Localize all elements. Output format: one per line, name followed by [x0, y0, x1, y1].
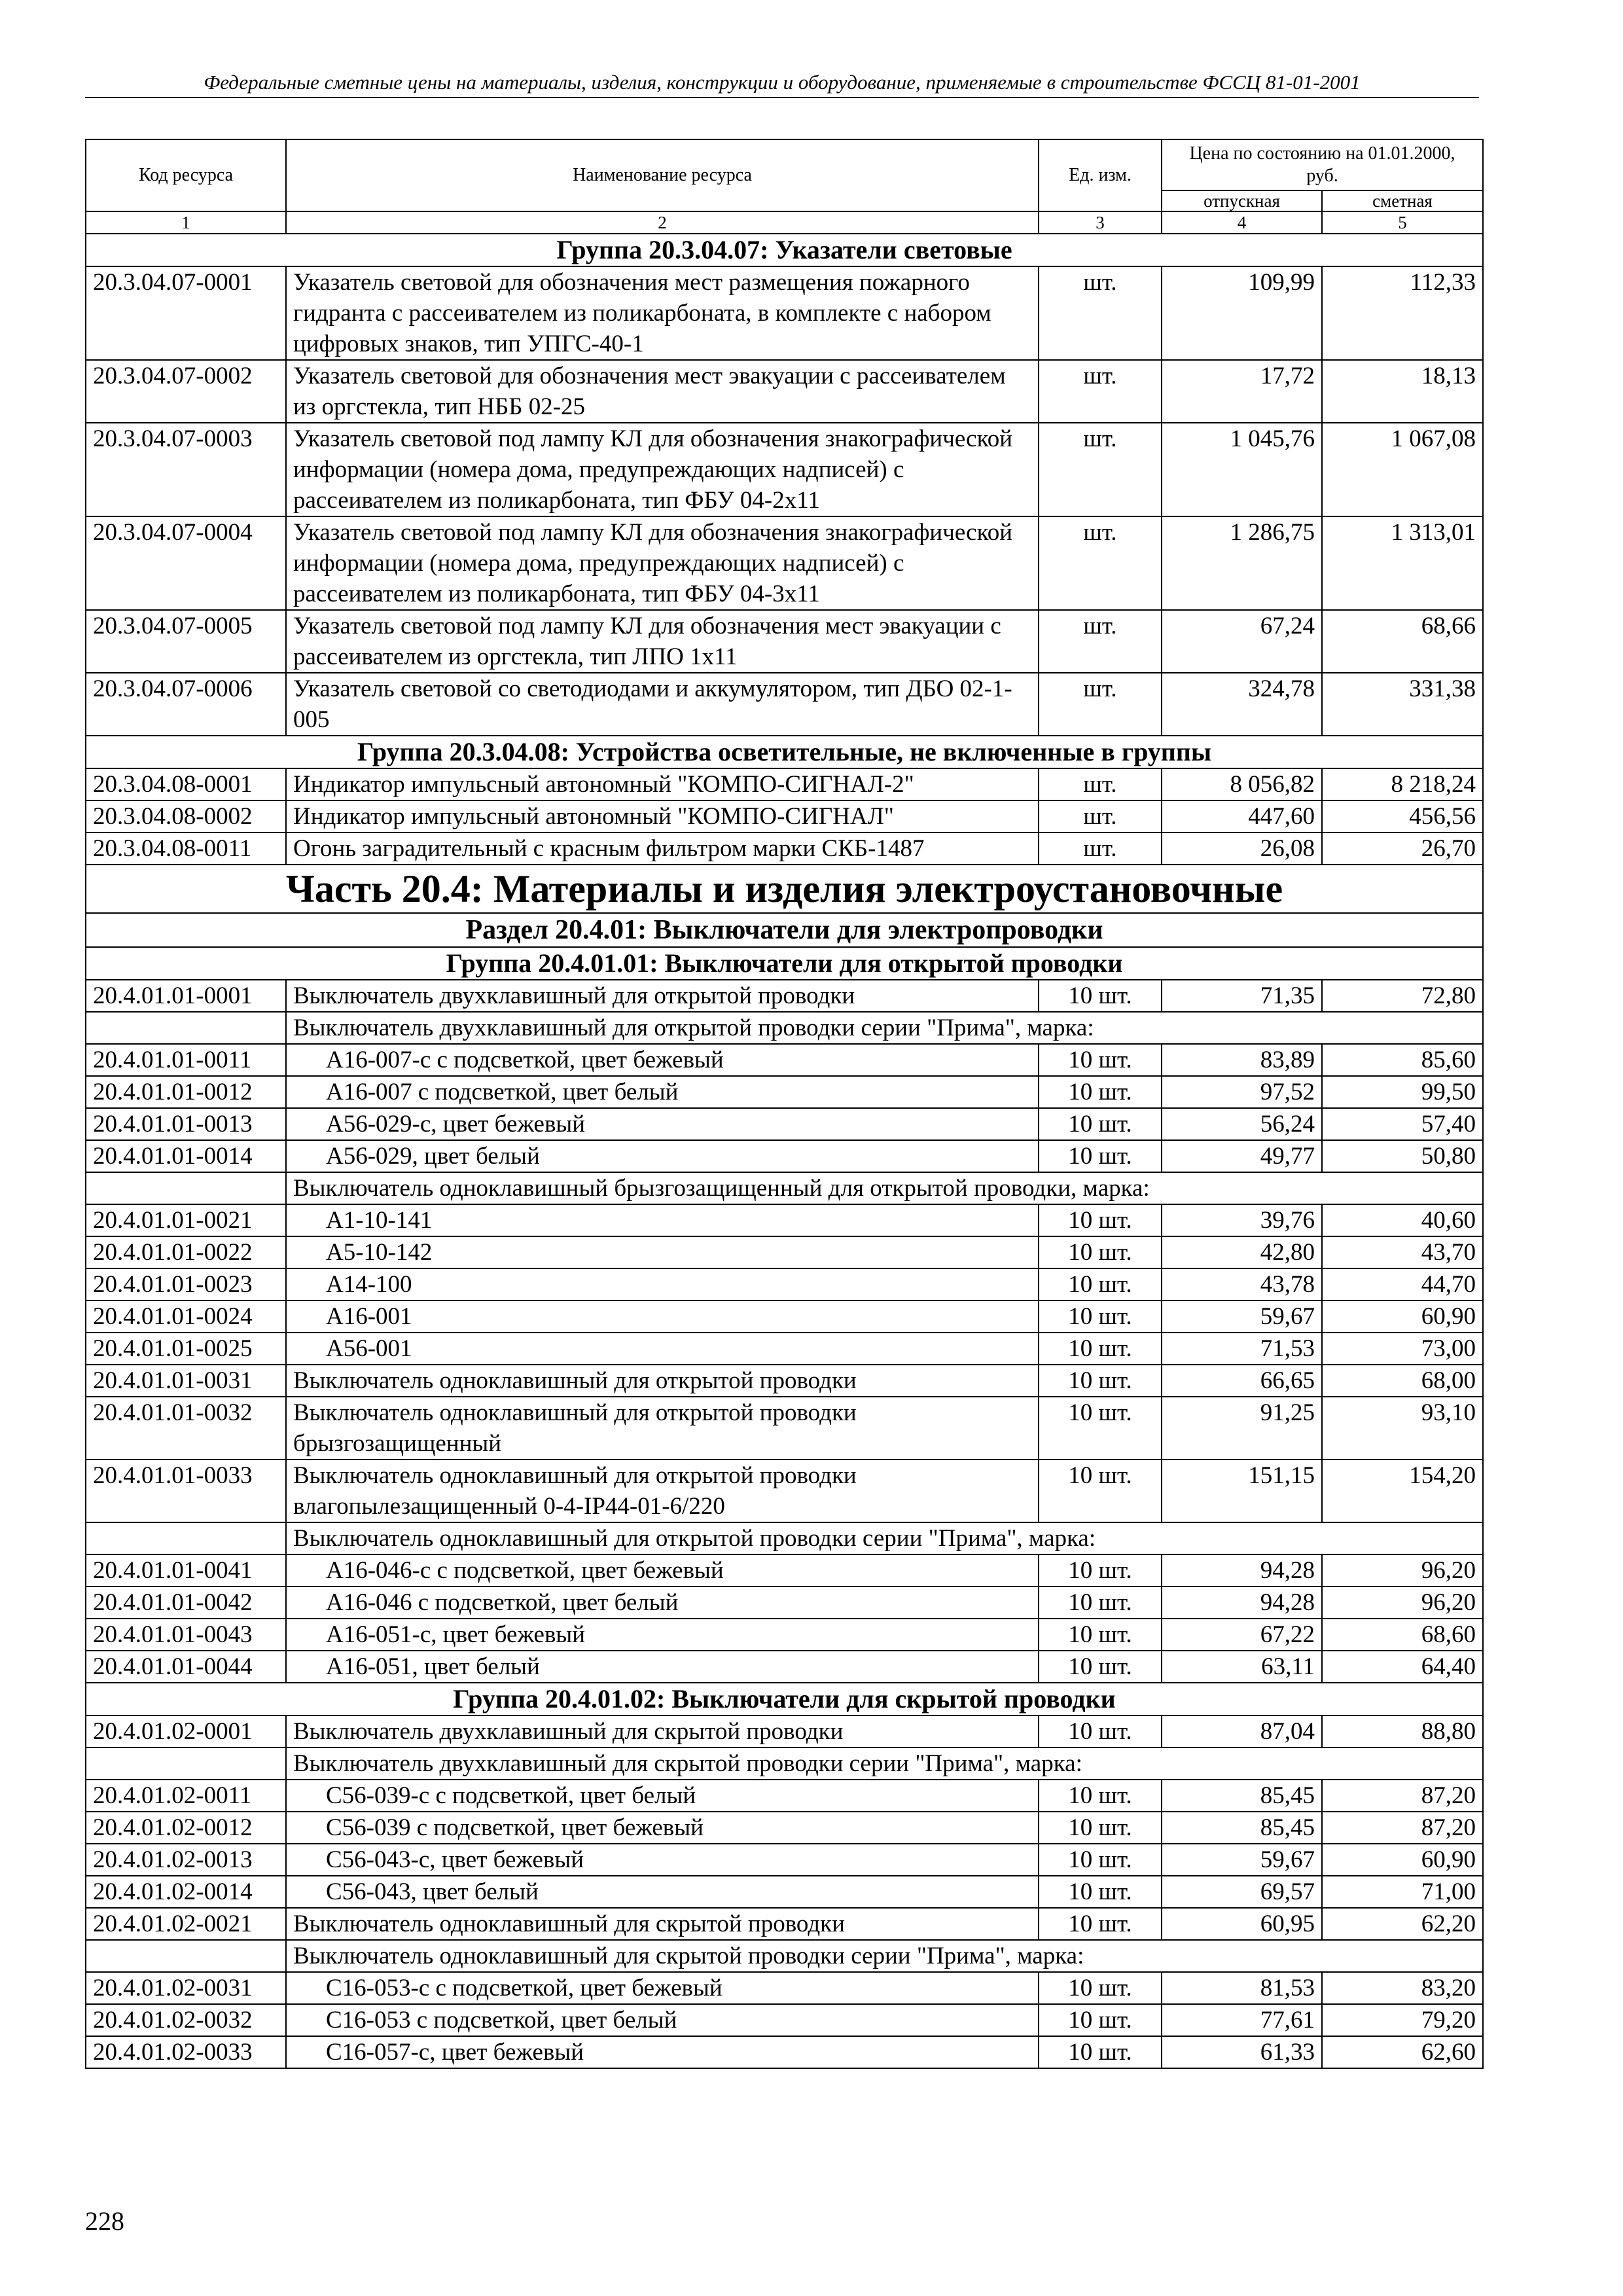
unit-of-measure: 10 шт.	[1039, 1587, 1162, 1619]
col-header-name: Наименование ресурса	[286, 139, 1039, 211]
release-price: 87,04	[1162, 1715, 1322, 1748]
resource-name: А56-001	[286, 1333, 1039, 1365]
release-price: 77,61	[1162, 2004, 1322, 2036]
resource-name: А16-051, цвет белый	[286, 1651, 1039, 1683]
running-header: Федеральные сметные цены на материалы, изделия, конструкции и оборудование, применяемые в строительстве ФССЦ 81-01-2001	[85, 71, 1479, 98]
release-price: 42,80	[1162, 1236, 1322, 1268]
unit-of-measure: шт.	[1039, 360, 1162, 423]
release-price: 151,15	[1162, 1460, 1322, 1522]
subgroup-caption-row	[86, 1522, 1483, 1554]
unit-of-measure: 10 шт.	[1039, 1812, 1162, 1844]
resource-code: 20.3.04.07-0001	[86, 266, 286, 360]
release-price: 63,11	[1162, 1651, 1322, 1683]
release-price: 71,35	[1162, 980, 1322, 1012]
resource-name: Выключатель одноклавишный для открытой проводки	[286, 1365, 1039, 1397]
col-number-5: 5	[1322, 211, 1483, 234]
resource-code: 20.4.01.01-0014	[86, 1140, 286, 1172]
release-price: 109,99	[1162, 266, 1322, 360]
resource-name: А16-007 с подсветкой, цвет белый	[286, 1076, 1039, 1108]
estimate-price: 1 067,08	[1322, 423, 1483, 516]
release-price: 61,33	[1162, 2036, 1322, 2068]
resource-code: 20.4.01.01-0022	[86, 1236, 286, 1268]
resource-name: Указатель световой под лампу КЛ для обозначения мест эвакуации с рассеивателем из оргстекла, тип ЛПО 1х11	[286, 610, 1039, 673]
col-header-unit: Ед. изм.	[1039, 139, 1162, 211]
estimate-price: 68,60	[1322, 1619, 1483, 1651]
unit-of-measure: 10 шт.	[1039, 1204, 1162, 1236]
release-price: 56,24	[1162, 1108, 1322, 1140]
subgroup-caption: Выключатель двухклавишный для открытой проводки серии "Прима", марка:	[286, 1012, 1483, 1044]
col-number-4: 4	[1162, 211, 1322, 234]
section-title: Раздел 20.4.01: Выключатели для электропроводки	[86, 913, 1483, 947]
release-price: 1 286,75	[1162, 516, 1322, 610]
estimate-price: 71,00	[1322, 1876, 1483, 1908]
table-row	[86, 2004, 1483, 2036]
release-price: 66,65	[1162, 1365, 1322, 1397]
estimate-price: 60,90	[1322, 1844, 1483, 1876]
resource-code: 20.4.01.01-0021	[86, 1204, 286, 1236]
resource-code: 20.4.01.02-0031	[86, 1972, 286, 2004]
unit-of-measure: 10 шт.	[1039, 1908, 1162, 1940]
resource-code: 20.4.01.02-0014	[86, 1876, 286, 1908]
table-row	[86, 1204, 1483, 1236]
resource-code: 20.4.01.02-0021	[86, 1908, 286, 1940]
table-row	[86, 1140, 1483, 1172]
unit-of-measure: 10 шт.	[1039, 1300, 1162, 1333]
page-number: 228	[85, 2206, 124, 2236]
resource-code: 20.4.01.01-0011	[86, 1044, 286, 1076]
estimate-price: 8 218,24	[1322, 768, 1483, 800]
resource-name: Указатель световой для обозначения мест размещения пожарного гидранта с рассеивателем из поликарбоната, в комплекте с набором цифровых знаков, тип УПГС-40-1	[286, 266, 1039, 360]
resource-name: Индикатор импульсный автономный "КОМПО-СИГНАЛ-2"	[286, 768, 1039, 800]
resource-name: Указатель световой со светодиодами и аккумулятором, тип ДБО 02-1-005	[286, 673, 1039, 736]
release-price: 324,78	[1162, 673, 1322, 736]
caption-empty-code-cell	[86, 1522, 286, 1554]
unit-of-measure: 10 шт.	[1039, 1236, 1162, 1268]
group-title: Группа 20.4.01.02: Выключатели для скрытой проводки	[86, 1683, 1483, 1715]
group-heading-row	[86, 1683, 1483, 1715]
release-price: 67,24	[1162, 610, 1322, 673]
estimate-price: 73,00	[1322, 1333, 1483, 1365]
resource-code: 20.3.04.07-0003	[86, 423, 286, 516]
release-price: 85,45	[1162, 1812, 1322, 1844]
resource-code: 20.3.04.08-0002	[86, 800, 286, 833]
table-row	[86, 423, 1483, 516]
group-heading-row	[86, 234, 1483, 266]
table-row	[86, 1972, 1483, 2004]
col-number-2: 2	[286, 211, 1039, 234]
unit-of-measure: шт.	[1039, 833, 1162, 865]
release-price: 59,67	[1162, 1844, 1322, 1876]
estimate-price: 68,66	[1322, 610, 1483, 673]
table-row	[86, 800, 1483, 833]
resource-code: 20.3.04.08-0001	[86, 768, 286, 800]
release-price: 94,28	[1162, 1587, 1322, 1619]
table-row	[86, 1300, 1483, 1333]
release-price: 67,22	[1162, 1619, 1322, 1651]
unit-of-measure: шт.	[1039, 800, 1162, 833]
estimate-price: 87,20	[1322, 1780, 1483, 1812]
resource-name: А1-10-141	[286, 1204, 1039, 1236]
estimate-price: 456,56	[1322, 800, 1483, 833]
resource-code: 20.4.01.01-0024	[86, 1300, 286, 1333]
table-header-row	[86, 139, 1483, 190]
estimate-price: 87,20	[1322, 1812, 1483, 1844]
col-number-1: 1	[86, 211, 286, 234]
resource-code: 20.3.04.07-0005	[86, 610, 286, 673]
table-row	[86, 1587, 1483, 1619]
estimate-price: 62,20	[1322, 1908, 1483, 1940]
estimate-price: 83,20	[1322, 1972, 1483, 2004]
table-row	[86, 1715, 1483, 1748]
resource-code: 20.4.01.01-0001	[86, 980, 286, 1012]
unit-of-measure: 10 шт.	[1039, 1365, 1162, 1397]
unit-of-measure: шт.	[1039, 516, 1162, 610]
estimate-price: 154,20	[1322, 1460, 1483, 1522]
release-price: 97,52	[1162, 1076, 1322, 1108]
table-row	[86, 610, 1483, 673]
table-row	[86, 980, 1483, 1012]
resource-name: А5-10-142	[286, 1236, 1039, 1268]
resource-name: А14-100	[286, 1268, 1039, 1300]
estimate-price: 1 313,01	[1322, 516, 1483, 610]
resource-code: 20.3.04.07-0002	[86, 360, 286, 423]
table-row	[86, 1876, 1483, 1908]
release-price: 43,78	[1162, 1268, 1322, 1300]
col-header-release: отпускная	[1162, 190, 1322, 211]
unit-of-measure: 10 шт.	[1039, 1460, 1162, 1522]
col-header-code: Код ресурса	[86, 139, 286, 211]
table-row	[86, 1619, 1483, 1651]
unit-of-measure: шт.	[1039, 610, 1162, 673]
resource-name: А16-007-с с подсветкой, цвет бежевый	[286, 1044, 1039, 1076]
table-row	[86, 768, 1483, 800]
unit-of-measure: 10 шт.	[1039, 1619, 1162, 1651]
unit-of-measure: 10 шт.	[1039, 1651, 1162, 1683]
estimate-price: 26,70	[1322, 833, 1483, 865]
table-body	[86, 234, 1483, 2068]
release-price: 26,08	[1162, 833, 1322, 865]
table-row	[86, 1236, 1483, 1268]
table-row	[86, 673, 1483, 736]
estimate-price: 57,40	[1322, 1108, 1483, 1140]
unit-of-measure: 10 шт.	[1039, 1554, 1162, 1587]
release-price: 69,57	[1162, 1876, 1322, 1908]
col-header-estimate: сметная	[1322, 190, 1483, 211]
unit-of-measure: 10 шт.	[1039, 1972, 1162, 2004]
subgroup-caption: Выключатель одноклавишный для скрытой проводки серии "Прима", марка:	[286, 1940, 1483, 1972]
release-price: 94,28	[1162, 1554, 1322, 1587]
resource-code: 20.4.01.02-0012	[86, 1812, 286, 1844]
resource-code: 20.4.01.01-0013	[86, 1108, 286, 1140]
group-title: Группа 20.4.01.01: Выключатели для открытой проводки	[86, 947, 1483, 980]
release-price: 39,76	[1162, 1204, 1322, 1236]
resource-name: Указатель световой для обозначения мест эвакуации с рассеивателем из оргстекла, тип НББ 02-25	[286, 360, 1039, 423]
table-row	[86, 1108, 1483, 1140]
estimate-price: 88,80	[1322, 1715, 1483, 1748]
resource-code: 20.4.01.01-0043	[86, 1619, 286, 1651]
release-price: 60,95	[1162, 1908, 1322, 1940]
resource-name: Выключатель двухклавишный для скрытой проводки	[286, 1715, 1039, 1748]
estimate-price: 112,33	[1322, 266, 1483, 360]
resource-code: 20.4.01.01-0044	[86, 1651, 286, 1683]
unit-of-measure: шт.	[1039, 423, 1162, 516]
subgroup-caption: Выключатель двухклавишный для скрытой проводки серии "Прима", марка:	[286, 1748, 1483, 1780]
unit-of-measure: 10 шт.	[1039, 1268, 1162, 1300]
resource-code: 20.4.01.01-0025	[86, 1333, 286, 1365]
resource-name: Индикатор импульсный автономный "КОМПО-СИГНАЛ"	[286, 800, 1039, 833]
resource-name: С56-039-с с подсветкой, цвет белый	[286, 1780, 1039, 1812]
unit-of-measure: 10 шт.	[1039, 1044, 1162, 1076]
table-row	[86, 1397, 1483, 1460]
unit-of-measure: 10 шт.	[1039, 1780, 1162, 1812]
release-price: 59,67	[1162, 1300, 1322, 1333]
section-heading-row	[86, 913, 1483, 947]
resource-name: Выключатель одноклавишный для открытой проводки брызгозащищенный	[286, 1397, 1039, 1460]
release-price: 447,60	[1162, 800, 1322, 833]
table-row	[86, 266, 1483, 360]
unit-of-measure: 10 шт.	[1039, 1844, 1162, 1876]
table-row	[86, 1044, 1483, 1076]
resource-name: С16-053 с подсветкой, цвет белый	[286, 2004, 1039, 2036]
estimate-price: 50,80	[1322, 1140, 1483, 1172]
estimate-price: 85,60	[1322, 1044, 1483, 1076]
table-row	[86, 1076, 1483, 1108]
resource-name: А56-029, цвет белый	[286, 1140, 1039, 1172]
resource-name: А16-046 с подсветкой, цвет белый	[286, 1587, 1039, 1619]
resource-code: 20.4.01.02-0013	[86, 1844, 286, 1876]
unit-of-measure: 10 шт.	[1039, 2036, 1162, 2068]
resource-name: Выключатель одноклавишный для открытой проводки влагопылезащищенный 0-4-IP44-01-6/220	[286, 1460, 1039, 1522]
estimate-price: 60,90	[1322, 1300, 1483, 1333]
subgroup-caption-row	[86, 1748, 1483, 1780]
caption-empty-code-cell	[86, 1012, 286, 1044]
table-row	[86, 1365, 1483, 1397]
estimate-price: 96,20	[1322, 1587, 1483, 1619]
release-price: 71,53	[1162, 1333, 1322, 1365]
resource-name: Указатель световой под лампу КЛ для обозначения знакографической информации (номера дома, предупреждающих надписей) с рассеивателем из поликарбоната, тип ФБУ 04-3х11	[286, 516, 1039, 610]
resource-name: С56-039 с подсветкой, цвет бежевый	[286, 1812, 1039, 1844]
part-heading-row	[86, 865, 1483, 913]
estimate-price: 44,70	[1322, 1268, 1483, 1300]
subgroup-caption: Выключатель одноклавишный для открытой проводки серии "Прима", марка:	[286, 1522, 1483, 1554]
unit-of-measure: 10 шт.	[1039, 1333, 1162, 1365]
col-header-price: Цена по состоянию на 01.01.2000, руб.	[1162, 139, 1483, 190]
unit-of-measure: 10 шт.	[1039, 1140, 1162, 1172]
resource-code: 20.4.01.01-0033	[86, 1460, 286, 1522]
table-row	[86, 1812, 1483, 1844]
release-price: 8 056,82	[1162, 768, 1322, 800]
caption-empty-code-cell	[86, 1940, 286, 1972]
unit-of-measure: шт.	[1039, 266, 1162, 360]
table-row	[86, 1268, 1483, 1300]
resource-code: 20.4.01.01-0041	[86, 1554, 286, 1587]
unit-of-measure: 10 шт.	[1039, 1076, 1162, 1108]
resource-code: 20.4.01.02-0033	[86, 2036, 286, 2068]
table-row	[86, 1460, 1483, 1522]
resource-code: 20.4.01.02-0032	[86, 2004, 286, 2036]
unit-of-measure: 10 шт.	[1039, 980, 1162, 1012]
resource-name: Огонь заградительный с красным фильтром марки СКБ-1487	[286, 833, 1039, 865]
resource-code: 20.4.01.01-0012	[86, 1076, 286, 1108]
estimate-price: 18,13	[1322, 360, 1483, 423]
estimate-price: 79,20	[1322, 2004, 1483, 2036]
resource-code: 20.4.01.01-0023	[86, 1268, 286, 1300]
release-price: 17,72	[1162, 360, 1322, 423]
estimate-price: 99,50	[1322, 1076, 1483, 1108]
estimate-price: 96,20	[1322, 1554, 1483, 1587]
release-price: 83,89	[1162, 1044, 1322, 1076]
group-heading-row	[86, 947, 1483, 980]
group-title: Группа 20.3.04.08: Устройства осветительные, не включенные в группы	[86, 736, 1483, 768]
resource-name: А56-029-с, цвет бежевый	[286, 1108, 1039, 1140]
col-number-3: 3	[1039, 211, 1162, 234]
resource-code: 20.3.04.08-0011	[86, 833, 286, 865]
unit-of-measure: 10 шт.	[1039, 1397, 1162, 1460]
subgroup-caption-row	[86, 1012, 1483, 1044]
resource-name: С16-053-с с подсветкой, цвет бежевый	[286, 1972, 1039, 2004]
estimate-price: 68,00	[1322, 1365, 1483, 1397]
resource-code: 20.3.04.07-0006	[86, 673, 286, 736]
table-row	[86, 2036, 1483, 2068]
resource-code: 20.4.01.01-0042	[86, 1587, 286, 1619]
estimate-price: 72,80	[1322, 980, 1483, 1012]
resource-name: С56-043, цвет белый	[286, 1876, 1039, 1908]
release-price: 91,25	[1162, 1397, 1322, 1460]
subgroup-caption-row	[86, 1172, 1483, 1204]
resource-name: А16-001	[286, 1300, 1039, 1333]
subgroup-caption-row	[86, 1940, 1483, 1972]
resource-name: А16-046-с с подсветкой, цвет бежевый	[286, 1554, 1039, 1587]
group-title: Группа 20.3.04.07: Указатели световые	[86, 234, 1483, 266]
release-price: 81,53	[1162, 1972, 1322, 2004]
table-row	[86, 1651, 1483, 1683]
unit-of-measure: 10 шт.	[1039, 1108, 1162, 1140]
column-number-row	[86, 211, 1483, 234]
resource-code: 20.4.01.01-0032	[86, 1397, 286, 1460]
resource-code: 20.4.01.02-0001	[86, 1715, 286, 1748]
resource-name: Выключатель одноклавишный для скрытой проводки	[286, 1908, 1039, 1940]
release-price: 49,77	[1162, 1140, 1322, 1172]
caption-empty-code-cell	[86, 1172, 286, 1204]
estimate-price: 64,40	[1322, 1651, 1483, 1683]
unit-of-measure: шт.	[1039, 768, 1162, 800]
estimate-price: 331,38	[1322, 673, 1483, 736]
resource-code: 20.4.01.02-0011	[86, 1780, 286, 1812]
release-price: 1 045,76	[1162, 423, 1322, 516]
table-row	[86, 360, 1483, 423]
table-row	[86, 1333, 1483, 1365]
estimate-price: 43,70	[1322, 1236, 1483, 1268]
unit-of-measure: шт.	[1039, 673, 1162, 736]
unit-of-measure: 10 шт.	[1039, 2004, 1162, 2036]
group-heading-row	[86, 736, 1483, 768]
estimate-price: 93,10	[1322, 1397, 1483, 1460]
table-row	[86, 1554, 1483, 1587]
table-row	[86, 516, 1483, 610]
estimate-price: 62,60	[1322, 2036, 1483, 2068]
unit-of-measure: 10 шт.	[1039, 1876, 1162, 1908]
release-price: 85,45	[1162, 1780, 1322, 1812]
table-row	[86, 833, 1483, 865]
subgroup-caption: Выключатель одноклавишный брызгозащищенный для открытой проводки, марка:	[286, 1172, 1483, 1204]
resource-code: 20.4.01.01-0031	[86, 1365, 286, 1397]
price-table	[85, 139, 1484, 2069]
resource-name: С56-043-с, цвет бежевый	[286, 1844, 1039, 1876]
caption-empty-code-cell	[86, 1748, 286, 1780]
table-row	[86, 1844, 1483, 1876]
resource-name: Выключатель двухклавишный для открытой проводки	[286, 980, 1039, 1012]
resource-name: С16-057-с, цвет бежевый	[286, 2036, 1039, 2068]
resource-name: Указатель световой под лампу КЛ для обозначения знакографической информации (номера дома, предупреждающих надписей) с рассеивателем из поликарбоната, тип ФБУ 04-2х11	[286, 423, 1039, 516]
table-row	[86, 1908, 1483, 1940]
estimate-price: 40,60	[1322, 1204, 1483, 1236]
resource-name: А16-051-с, цвет бежевый	[286, 1619, 1039, 1651]
resource-code: 20.3.04.07-0004	[86, 516, 286, 610]
unit-of-measure: 10 шт.	[1039, 1715, 1162, 1748]
table-row	[86, 1780, 1483, 1812]
part-title: Часть 20.4: Материалы и изделия электроустановочные	[86, 865, 1483, 913]
